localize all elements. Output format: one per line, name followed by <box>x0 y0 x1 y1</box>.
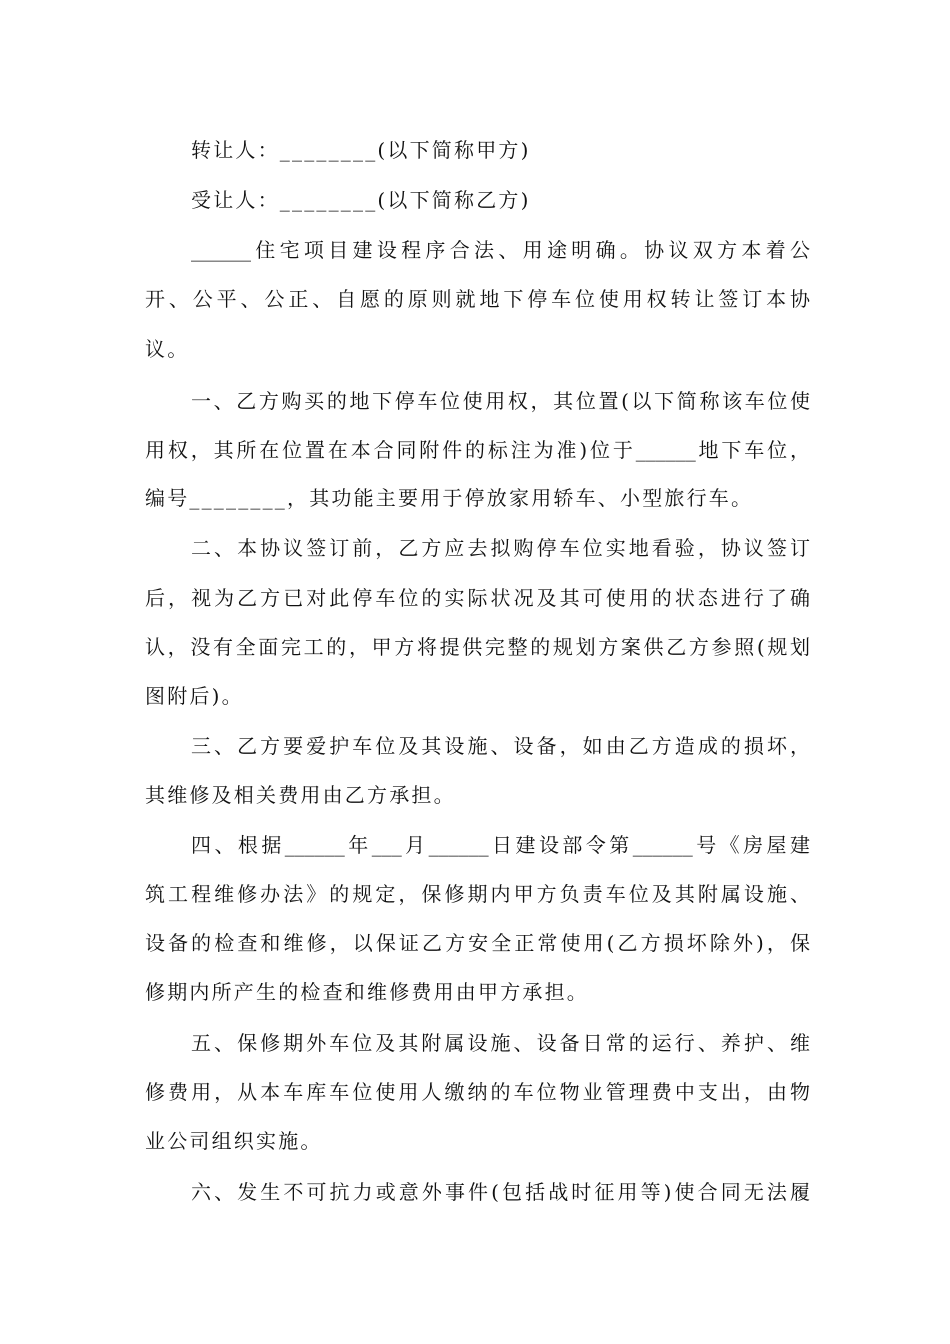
clause-5-line-3: 业公司组织实施。 <box>145 1129 323 1153</box>
clause-2-line-4: 图附后)。 <box>145 684 244 708</box>
clause-6-line-1: 六、发生不可抗力或意外事件(包括战时征用等)使合同无法履 <box>191 1180 810 1204</box>
clause-1-line-2: 用权，其所在位置在本合同附件的标注为准)位于______地下车位， <box>145 438 810 462</box>
clause-2-line-2: 后，视为乙方已对此停车位的实际状况及其可使用的状态进行了确 <box>145 586 810 610</box>
clause-3-line-1: 三、乙方要爱护车位及其设施、设备，如由乙方造成的损坏， <box>191 734 810 758</box>
clause-5-line-1: 五、保修期外车位及其附属设施、设备日常的运行、养护、维 <box>191 1031 810 1055</box>
preamble-line-1: ______住宅项目建设程序合法、用途明确。协议双方本着公 <box>191 238 810 262</box>
transferee-line: 受让人：________(以下简称乙方) <box>191 188 531 212</box>
transferor-line: 转让人：________(以下简称甲方) <box>191 138 531 162</box>
clause-2-line-3: 认，没有全面完工的，甲方将提供完整的规划方案供乙方参照(规划 <box>145 635 810 659</box>
clause-4-line-2: 筑工程维修办法》的规定，保修期内甲方负责车位及其附属设施、 <box>145 882 810 906</box>
clause-3-line-2: 其维修及相关费用由乙方承担。 <box>145 783 456 807</box>
preamble-line-2: 开、公平、公正、自愿的原则就地下停车位使用权转让签订本协 <box>145 287 810 311</box>
clause-1-line-1: 一、乙方购买的地下停车位使用权，其位置(以下简称该车位使 <box>191 389 810 413</box>
clause-4-line-1: 四、根据______年___月______日建设部令第______号《房屋建 <box>191 833 810 857</box>
preamble-line-3: 议。 <box>145 337 190 361</box>
clause-5-line-2: 修费用，从本车库车位使用人缴纳的车位物业管理费中支出，由物 <box>145 1080 810 1104</box>
clause-1-line-3: 编号________，其功能主要用于停放家用轿车、小型旅行车。 <box>145 486 754 510</box>
clause-4-line-4: 修期内所产生的检查和维修费用由甲方承担。 <box>145 980 589 1004</box>
clause-4-line-3: 设备的检查和维修，以保证乙方安全正常使用(乙方损坏除外)，保 <box>145 931 810 955</box>
clause-2-line-1: 二、本协议签订前，乙方应去拟购停车位实地看验，协议签订 <box>191 536 810 560</box>
